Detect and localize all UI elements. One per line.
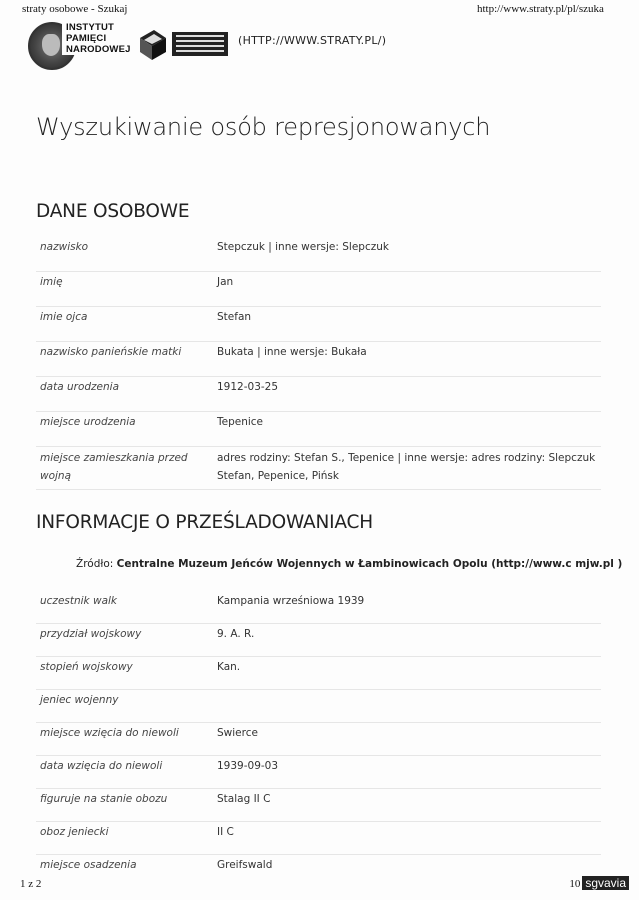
table-row [36,824,601,855]
row-value: Tepenice [217,416,264,428]
row-value: Kampania wrześniowa 1939 [217,595,365,607]
row-label: jeniec wojenny [40,694,119,706]
row-label: data wzięcia do niewoli [40,760,163,772]
source-link[interactable]: Centralne Muzeum Jeńców Wojennych w Łambinowicach Opolu (http://www.c mjw.pl ) [116,558,623,570]
book-icon [138,28,168,60]
table-row [36,593,601,624]
row-label: nazwisko panieńskie matki [40,346,182,358]
page-counter: 1 z 2 [20,878,42,890]
ipn-logo-text [62,22,132,55]
table-row [36,692,601,723]
site-link[interactable]: (HTTP://WWW.STRATY.PL/) [238,34,387,47]
row-value: Greifswald [217,859,273,871]
footer-right [569,876,629,890]
row-label: oboz jeniecki [40,826,109,838]
footer-watermark: sgvavia [582,876,629,890]
row-value: adres rodziny: Stefan S., Tepenice | inne wersje: adres rodziny: Slepczuk Stefan, Pepenice, Pińsk [217,452,596,482]
row-value: Jan [217,276,234,288]
row-value: Kan. [217,661,241,673]
row-value: II C [217,826,234,838]
table-row [36,344,601,377]
row-value: Stalag II C [217,793,271,805]
row-value: Swierce [217,727,258,739]
row-label: miejsce urodzenia [40,416,136,428]
source-label: Źródło: [76,558,114,570]
row-label: miejsce zamieszkania przed wojną [40,452,188,482]
row-label: data urodzenia [40,381,120,393]
row-value: Stepczuk | inne wersje: Slepczuk [217,241,389,253]
row-value: 1912-03-25 [217,381,279,393]
section-heading-persecution: INFORMACJE O PRZEŚLADOWANIACH [36,512,373,533]
row-label: przydział wojskowy [40,628,142,640]
personal-data-table [36,239,601,490]
table-row [36,857,601,881]
table-row [36,414,601,447]
page-title: Wyszukiwanie osób represjonowanych [36,113,491,141]
table-row [36,758,601,789]
row-label: miejsce wzięcia do niewoli [40,727,179,739]
row-value: 1939-09-03 [217,760,279,772]
row-label: figuruje na stanie obozu [40,793,168,805]
source-line [76,558,622,570]
logo-bar[interactable] [20,14,540,74]
table-row [36,791,601,822]
table-row [36,274,601,307]
row-value: Bukata | inne wersje: Bukała [217,346,367,358]
section-heading-personal: DANE OSOBOWE [36,201,190,222]
table-row [36,309,601,342]
table-row [36,725,601,756]
ipn-logo-line: NARODOWEJ [62,44,132,55]
row-label: imie ojca [40,311,88,323]
table-row [36,449,601,490]
row-value: 9. A. R. [217,628,255,640]
row-label: nazwisko [40,241,89,253]
print-header-title: straty osobowe - Szukaj [22,3,128,15]
table-row [36,379,601,412]
row-label: miejsce osadzenia [40,859,137,871]
ipn-mini-logo-icon [172,32,228,56]
ipn-logo-line: PAMIĘCI [62,33,132,44]
ipn-logo-line: INSTYTUT [62,22,132,33]
row-label: uczestnik walk [40,595,117,607]
footer-prefix: 10 [569,878,581,890]
print-header-url: http://www.straty.pl/pl/szuka [477,3,604,15]
row-label: stopień wojskowy [40,661,133,673]
row-value: Stefan [217,311,252,323]
table-row [36,626,601,657]
table-row [36,239,601,272]
row-label: imię [40,276,63,288]
table-row [36,659,601,690]
persecution-data-table [36,593,601,881]
